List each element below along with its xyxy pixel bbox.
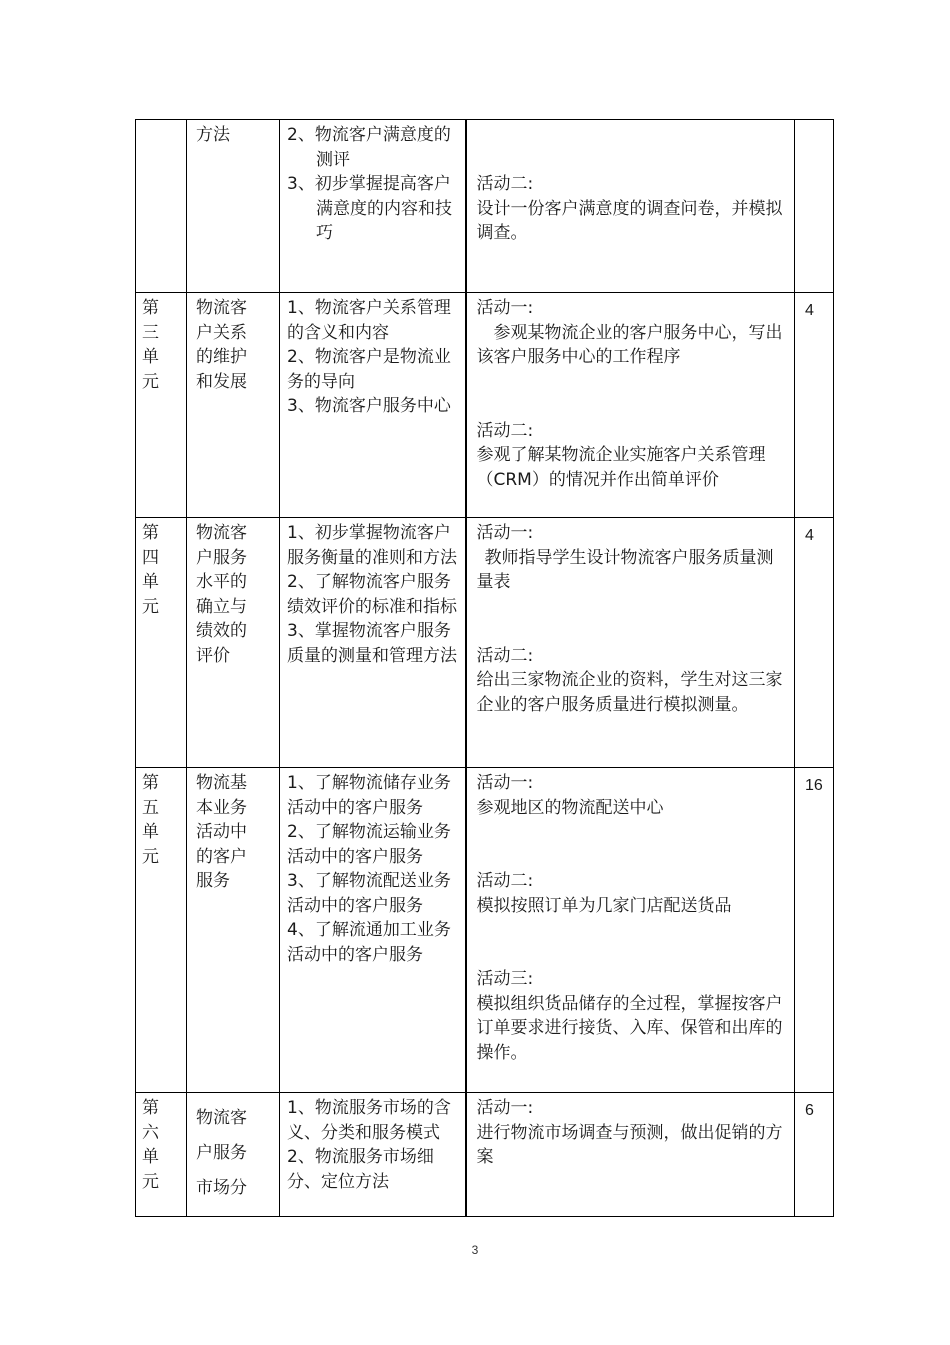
activity-heading: 活动一: xyxy=(476,773,534,793)
table-row-unit-5 xyxy=(136,768,834,1093)
unit-label-char: 六 xyxy=(142,1122,159,1143)
content-item: 4、了解流通加工业务活动中的客户服务 xyxy=(287,920,451,965)
activity-description: 模拟组织货品储存的全过程，掌握按客户订单要求进行接货、入库、保管和出库的操作。 xyxy=(476,993,783,1063)
hours-cell: 6 xyxy=(795,1093,834,1217)
unit-title-line: 户服务 xyxy=(196,547,247,568)
hours-cell: 16 xyxy=(795,768,834,1093)
activity-heading: 活动二: xyxy=(476,174,534,194)
activity-cell xyxy=(466,1093,795,1217)
unit-label-char: 元 xyxy=(142,596,159,617)
unit-title-line: 活动中 xyxy=(196,822,247,842)
content-cell xyxy=(280,1093,466,1217)
unit-label-char: 第 xyxy=(142,298,159,318)
unit-label-char: 五 xyxy=(142,797,159,818)
activity-cell xyxy=(466,120,795,293)
unit-title-line: 服务 xyxy=(196,871,230,891)
unit-cell xyxy=(136,120,187,293)
content-cell xyxy=(280,293,466,518)
unit-title-line: 物流基 xyxy=(196,773,247,793)
activity-description: 参观某物流企业的客户服务中心，写出该客户服务中心的工作程序 xyxy=(476,322,783,367)
content-item: 1、物流服务市场的含义、分类和服务模式 xyxy=(287,1098,451,1143)
activity-description: 设计一份客户满意度的调查问卷，并模拟调查。 xyxy=(476,198,783,243)
activity-cell xyxy=(466,768,795,1093)
table-row-unit-6 xyxy=(136,1093,834,1217)
content-cell xyxy=(280,768,466,1093)
table-row-continuation xyxy=(136,120,834,293)
activity-heading: 活动二: xyxy=(476,420,534,441)
activity-cell xyxy=(466,293,795,518)
unit-label-char: 单 xyxy=(142,347,159,367)
content-item: 3、物流客户服务中心 xyxy=(287,396,451,416)
unit-title-line: 市场分 xyxy=(196,1178,247,1198)
unit-title-line: 确立与 xyxy=(196,596,247,617)
activity-cell xyxy=(466,518,795,768)
course-plan-table xyxy=(135,119,834,1217)
activity-description: 参观了解某物流企业实施客户关系管理（CRM）的情况并作出简单评价 xyxy=(476,445,766,490)
unit-label-char: 三 xyxy=(142,322,159,343)
content-item: 2、了解物流运输业务活动中的客户服务 xyxy=(287,822,451,867)
unit-cell xyxy=(136,1093,187,1217)
content-item: 1、了解物流储存业务活动中的客户服务 xyxy=(287,773,451,818)
content-cell xyxy=(280,518,466,768)
content-item: 2、物流客户满意度的测评 xyxy=(287,125,451,170)
unit-title-line: 本业务 xyxy=(196,797,247,818)
unit-title-line: 物流客 xyxy=(196,523,247,543)
page-number: 3 xyxy=(471,1243,479,1257)
unit-label-char: 元 xyxy=(142,846,159,867)
unit-label-char: 元 xyxy=(142,371,159,392)
table-row-unit-3 xyxy=(136,293,834,518)
activity-heading: 活动二: xyxy=(476,645,534,666)
unit-title-line: 的客户 xyxy=(196,846,247,867)
hours-cell xyxy=(795,120,834,293)
unit-label-char: 四 xyxy=(142,547,159,568)
unit-title-line: 物流客 xyxy=(196,298,247,318)
activity-description: 进行物流市场调查与预测，做出促销的方案 xyxy=(476,1122,783,1167)
unit-title-line: 户服务 xyxy=(196,1143,247,1163)
unit-cell xyxy=(136,518,187,768)
unit-title-line: 方法 xyxy=(196,125,230,145)
unit-title-line: 的维护 xyxy=(196,347,247,367)
unit-label-char: 单 xyxy=(142,572,159,592)
unit-title-line: 物流客 xyxy=(196,1108,247,1128)
activity-heading: 活动二: xyxy=(476,871,534,891)
activity-description: 参观地区的物流配送中心 xyxy=(476,797,664,818)
content-item: 3、初步掌握提高客户满意度的内容和技巧 xyxy=(287,174,452,243)
unit-title-line: 和发展 xyxy=(196,371,247,392)
unit-title-line: 评价 xyxy=(196,645,230,666)
unit-label-char: 第 xyxy=(142,773,159,793)
unit-label-char: 第 xyxy=(142,1098,159,1118)
activity-description: 模拟按照订单为几家门店配送货品 xyxy=(476,895,732,916)
unit-title-line: 水平的 xyxy=(196,572,247,592)
content-item: 2、物流客户是物流业务的导向 xyxy=(287,347,451,392)
content-item: 2、物流服务市场细分、定位方法 xyxy=(287,1147,434,1192)
unit-cell xyxy=(136,293,187,518)
activity-description: 给出三家物流企业的资料，学生对这三家企业的客户服务质量进行模拟测量。 xyxy=(476,670,783,715)
activity-heading: 活动一: xyxy=(476,523,534,543)
activity-heading: 活动三: xyxy=(476,969,534,989)
unit-title-line: 户关系 xyxy=(196,322,247,343)
unit-title-cell xyxy=(187,120,280,293)
content-cell xyxy=(280,120,466,293)
content-item: 1、物流客户关系管理的含义和内容 xyxy=(287,298,451,343)
unit-label-char: 单 xyxy=(142,1147,159,1167)
activity-heading: 活动一: xyxy=(476,1098,534,1118)
content-item: 1、初步掌握物流客户服务衡量的准则和方法 xyxy=(287,523,457,568)
unit-cell xyxy=(136,768,187,1093)
unit-title-cell xyxy=(187,768,280,1093)
unit-title-line: 绩效的 xyxy=(196,621,247,641)
unit-title-cell xyxy=(187,293,280,518)
content-item: 3、掌握物流客户服务质量的测量和管理方法 xyxy=(287,621,457,666)
unit-label-char: 元 xyxy=(142,1171,159,1192)
table-row-unit-4 xyxy=(136,518,834,768)
activity-description: 教师指导学生设计物流客户服务质量测量表 xyxy=(476,547,774,592)
content-item: 2、了解物流客户服务绩效评价的标准和指标 xyxy=(287,572,457,617)
unit-title-cell xyxy=(187,518,280,768)
unit-title-cell xyxy=(187,1093,280,1217)
unit-label-char: 单 xyxy=(142,822,159,842)
unit-label-char: 第 xyxy=(142,523,159,543)
hours-cell: 4 xyxy=(795,518,834,768)
activity-heading: 活动一: xyxy=(476,298,534,318)
hours-cell: 4 xyxy=(795,293,834,518)
content-item: 3、了解物流配送业务活动中的客户服务 xyxy=(287,871,451,916)
